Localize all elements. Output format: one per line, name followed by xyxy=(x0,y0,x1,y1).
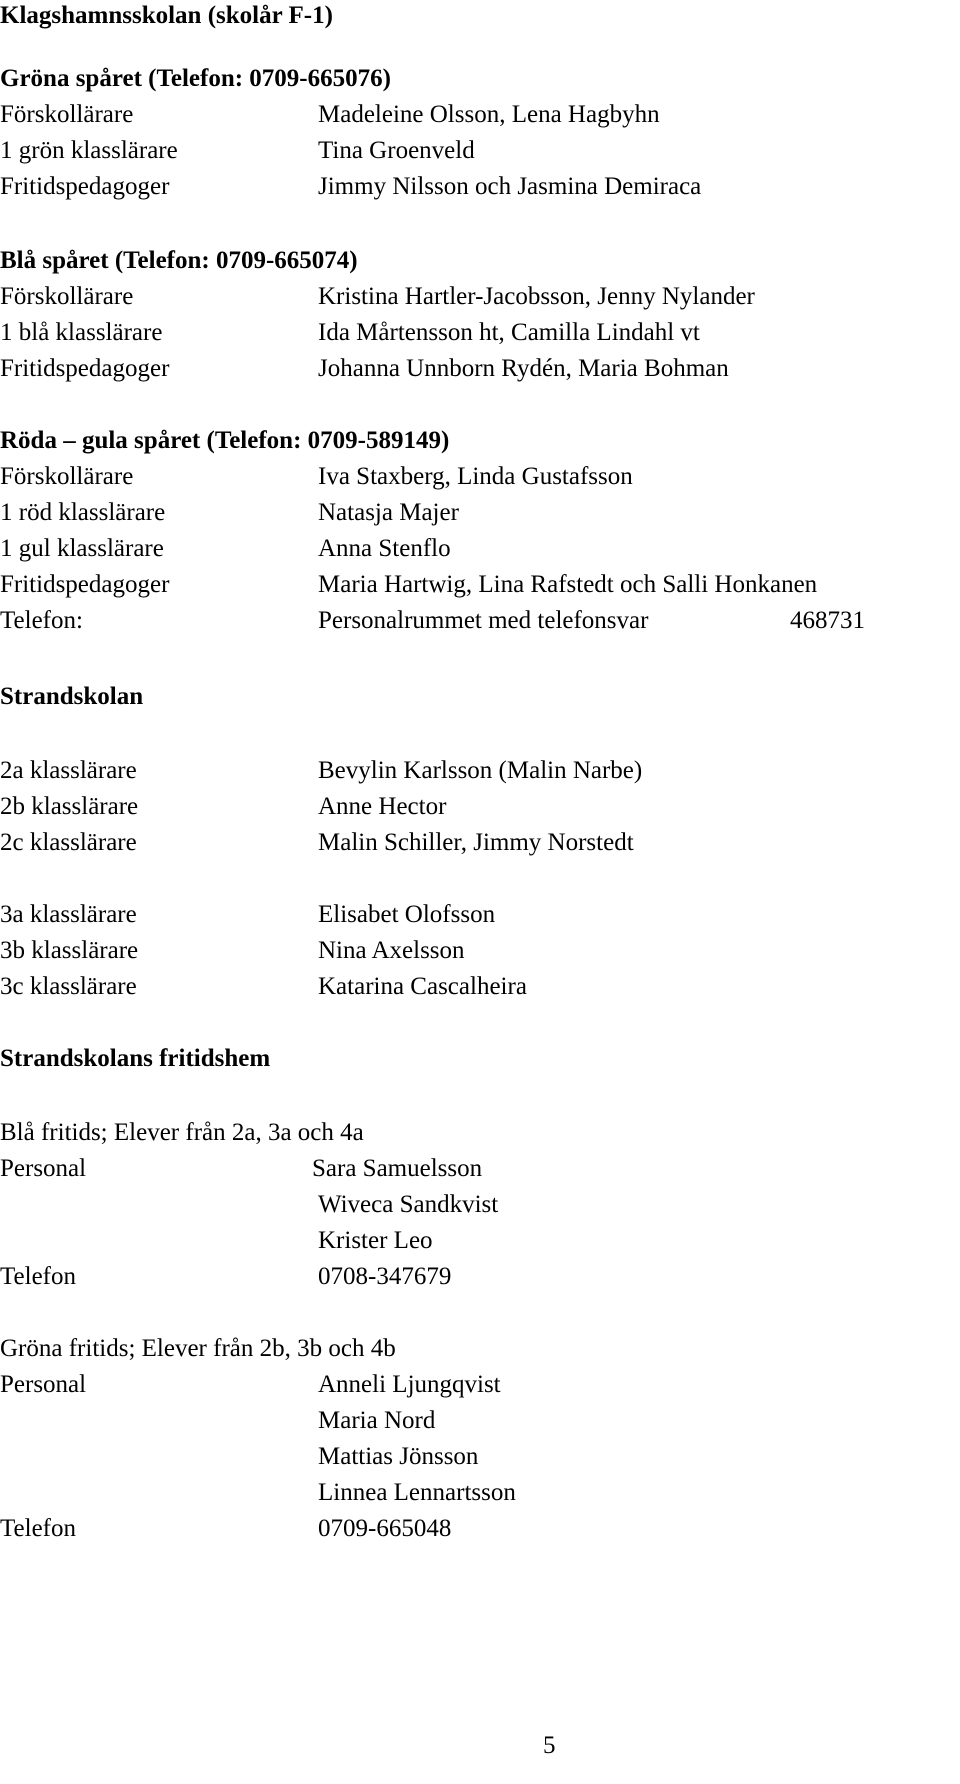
grona-fritids-staff-4: Linnea Lennartsson xyxy=(318,1479,516,1506)
section-heading-bla-sparet: Blå spåret (Telefon: 0709-665074) xyxy=(0,247,358,274)
bla-names-3: Johanna Unnborn Rydén, Maria Bohman xyxy=(318,355,729,382)
strand-role-3b: 3b klasslärare xyxy=(0,937,139,964)
roda-phone-number: 468731 xyxy=(790,607,865,634)
grona-fritids-personal-label: Personal xyxy=(0,1371,87,1398)
strand-names-2b: Anne Hector xyxy=(318,793,447,820)
bla-fritids-staff-3: Krister Leo xyxy=(318,1227,433,1254)
strand-names-3a: Elisabet Olofsson xyxy=(318,901,496,928)
roda-role-3: 1 gul klasslärare xyxy=(0,535,164,562)
bla-fritids-personal-label: Personal xyxy=(0,1155,87,1182)
roda-role-4: Fritidspedagoger xyxy=(0,571,170,598)
strand-names-2c: Malin Schiller, Jimmy Norstedt xyxy=(318,829,634,856)
strand-role-2a: 2a klasslärare xyxy=(0,757,137,784)
section-heading-roda-gula-sparet: Röda – gula spåret (Telefon: 0709-589149) xyxy=(0,427,450,454)
gron-names-2: Tina Groenveld xyxy=(318,137,475,164)
grona-fritids-staff-3: Mattias Jönsson xyxy=(318,1443,479,1470)
section-heading-grona-sparet: Gröna spåret (Telefon: 0709-665076) xyxy=(0,65,391,92)
bla-role-3: Fritidspedagoger xyxy=(0,355,170,382)
strand-role-2c: 2c klasslärare xyxy=(0,829,137,856)
gron-role-1: Förskollärare xyxy=(0,101,134,128)
bla-names-1: Kristina Hartler-Jacobsson, Jenny Nylander xyxy=(318,283,755,310)
bla-fritids-phone-label: Telefon xyxy=(0,1263,76,1290)
roda-phone-desc: Personalrummet med telefonsvar xyxy=(318,607,649,634)
bla-fritids-heading: Blå fritids; Elever från 2a, 3a och 4a xyxy=(0,1119,364,1146)
bla-role-2: 1 blå klasslärare xyxy=(0,319,163,346)
bla-fritids-phone: 0708-347679 xyxy=(318,1263,452,1290)
grona-fritids-phone: 0709-665048 xyxy=(318,1515,452,1542)
bla-fritids-staff-2: Wiveca Sandkvist xyxy=(318,1191,499,1218)
roda-names-1: Iva Staxberg, Linda Gustafsson xyxy=(318,463,633,490)
strand-role-3a: 3a klasslärare xyxy=(0,901,137,928)
bla-names-2: Ida Mårtensson ht, Camilla Lindahl vt xyxy=(318,319,700,346)
grona-fritids-staff-1: Anneli Ljungqvist xyxy=(318,1371,501,1398)
grona-fritids-heading: Gröna fritids; Elever från 2b, 3b och 4b xyxy=(0,1335,396,1362)
page-title: Klagshamnsskolan (skolår F-1) xyxy=(0,2,333,29)
section-heading-strandskolan: Strandskolan xyxy=(0,683,144,710)
roda-role-2: 1 röd klasslärare xyxy=(0,499,166,526)
gron-names-3: Jimmy Nilsson och Jasmina Demiraca xyxy=(318,173,702,200)
gron-role-2: 1 grön klasslärare xyxy=(0,137,178,164)
bla-fritids-staff-1: Sara Samuelsson xyxy=(312,1155,483,1182)
strand-role-3c: 3c klasslärare xyxy=(0,973,137,1000)
strand-names-3c: Katarina Cascalheira xyxy=(318,973,527,1000)
roda-phone-label: Telefon: xyxy=(0,607,83,634)
section-heading-fritidshem: Strandskolans fritidshem xyxy=(0,1045,271,1072)
strand-names-2a: Bevylin Karlsson (Malin Narbe) xyxy=(318,757,643,784)
roda-role-1: Förskollärare xyxy=(0,463,134,490)
grona-fritids-phone-label: Telefon xyxy=(0,1515,76,1542)
roda-names-3: Anna Stenflo xyxy=(318,535,451,562)
bla-role-1: Förskollärare xyxy=(0,283,134,310)
gron-role-3: Fritidspedagoger xyxy=(0,173,170,200)
roda-names-2: Natasja Majer xyxy=(318,499,459,526)
gron-names-1: Madeleine Olsson, Lena Hagbyhn xyxy=(318,101,660,128)
roda-names-4: Maria Hartwig, Lina Rafstedt och Salli Honkanen xyxy=(318,571,818,598)
strand-names-3b: Nina Axelsson xyxy=(318,937,465,964)
strand-role-2b: 2b klasslärare xyxy=(0,793,139,820)
page-number: 5 xyxy=(543,1732,556,1759)
grona-fritids-staff-2: Maria Nord xyxy=(318,1407,436,1434)
